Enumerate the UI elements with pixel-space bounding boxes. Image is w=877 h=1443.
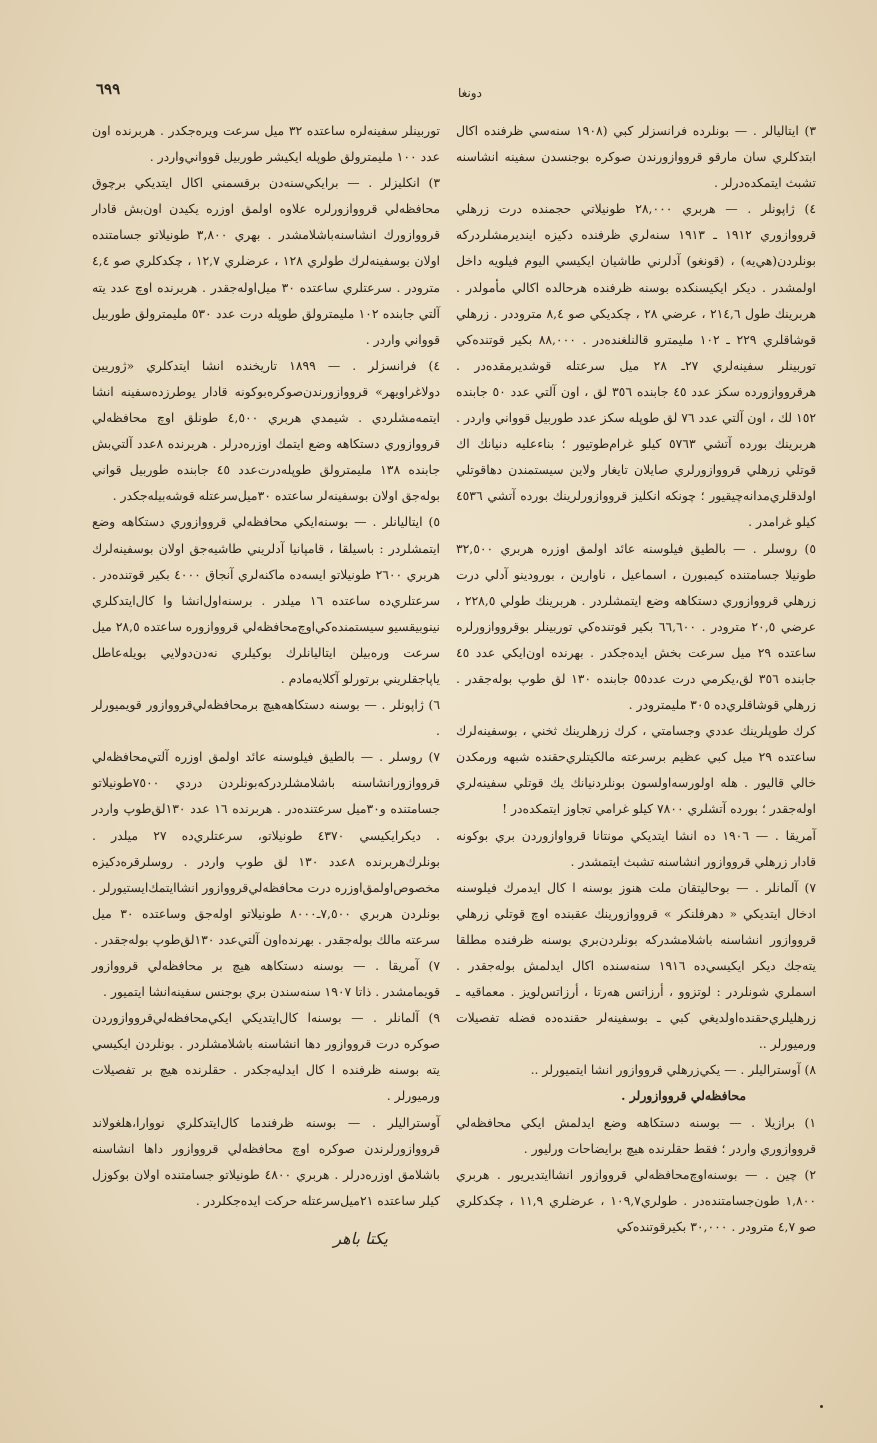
ink-dot [820,1405,823,1408]
running-title: دونغا [458,86,482,100]
paragraph-china-continued: توربينلر سفينه‌لره ساعتده ٣٢ ميل سرعت ويره‌جكدر . هربرنده اون عدد ١٠٠ مليمترولق طوپله ايكيشر طوربيل قوواني‌واردر . [92,123,440,165]
paragraph-austrians-protected: آوستراليلر . — بوسنه ظرفندما كال‌ايتدكلري نووارا،هلغولاند قرووازورلرندن صوكره اوچ محافظه‌لي قرووازور داها انشاسنه باشلامق اوزره‌درلر . هربري ٤٨٠٠ طونيلاتو جسامتنده اولان بوكوزل كيلر ساعتده ٢١ميل‌سرعتله حركت ايده‌جكلردر . [92,1114,441,1208]
right-column [456,118,816,1240]
paragraph-austrians-armored: ٨) آوستراليلر . — يكي‌زرهلي قرووازور انشا ايتميورلر .. [530,1062,816,1078]
paragraph-brazil-protected: ١) برازيلا . — بوسنه دستكاهه وضع ايدلمش ايكي محافظه‌لي قرووازوري واردر ؛ فقط حقلرنده هيچ برايضاحات ورليور . [456,1114,816,1156]
paragraph-china-protected: ٢) چين . — بوسنه‌اوچ‌محافظه‌لي قرووازور انشاايتديريور . هربري ١,٨٠٠ طون‌جسامتنده‌در . طولري١٠٩,٧ ، عرضلري ١١,٩ ، چكدكلري صو ٤,٧ مترودر . ٣٠,٠٠٠ بكيرقوتنده‌كي [456,1166,817,1234]
paragraph-america-armored: آمريقا . — ١٩٠٦ ده انشا ايتديكي مونتانا قرواوازوردن بري بوكونه قادار زرهلي قرووازور انشاسنه تشبث ايتمشدر . [456,827,816,869]
section-heading-protected-cruisers: محافظه‌لي قرووازورلر . [621,1088,746,1104]
paragraph-italians-armored: ٣) ايتاليالر . — بونلرده فرانسزلر كبي (١٩٠٨ سنه‌سي ظرفنده اكال ابتدكلري سان مارقو قرووازورندن صوكره بوجنسدن سفينه انشاسنه تشبث ايتمكده‌درلر . [456,123,816,191]
paragraph-french-protected: ٤) فرانسزلر . — ١٨٩٩ تاريخنده انشا ايتدكلري «ژوريين دولاغراويهر» قرووازورندن‌صوكره‌بوكونه قادار يوطرزده‌سفينه انشا ايتمه‌مشلردي . شيمدي هربري ٤,٥٠٠ طونلق اوچ محافظه‌لي قرووازوري دستكاهه وضع ايتمك اوزره‌درلر . هربرنده ٨عدد آلتي‌بش جابنده ١٣٨ مليمترولق طوپله‌درت‌عدد ٤٥ جابنده طوربيل قواني بوله‌جق اولان بوسفينه‌لر ساعتده ٣٠ميل‌سرعتله قوشه‌بيله‌جكدر . [92,357,441,504]
paragraph-japanese-protected: ٦) ژاپونلر . — بوسنه دستكاهه‌هيچ برمحافظه‌لي‌قرووازور قويميورلر . [92,697,440,739]
paragraph-germans-armored: ٧) آلمانلر . — بوحاليتقان ملت هنوز بوسنه ا كال ايدمرك فيلوسنه ادخال ايتديكي « دهرفلنكر » قرووازورينك عقبنده اوچ قوتلي زرهلي قرووازور انشاسنه باشلامشدركه بونلردن‌بري بوسنه ظرفنده مطلقا يته‌جك ديكر ايكيسي‌ده ١٩١٦ سنه‌سنده اكال ايدلمش بوله‌جقدر . اسملري شونلردر : لوتزوو ، أرزاتس هەرتا ، أرزاتس‌لويز . معماقيه ـ زرهليلري‌حقنده‌اولديغي كبي ـ بوسفينه‌لر حقنده‌ده فضله تفصيلات ورميورلر .. [456,879,816,1052]
page-number: ٦٩٩ [96,80,121,98]
paragraph-russians-protected: ٧) روسلر . — بالطيق فيلوسنه عائد اولمق اوزره آلتي‌محافظه‌لي قرووازورانشاسنه باشلامشلردركه‌بونلردن دردي ٧٥٠٠طونيلاتو جسامتنده و٣٠ميل سرعتنده‌در . هربرنده ١٦ عدد ١٣٠لق‌طوپ واردر . ديكرايكيسي ٤٣٧٠ طونيلاتو، سرعتلري‌ده ٢٧ ميلدر . بونلرك‌هربرنده ٨عدد ١٣٠ لق طوپ واردر . روسلرقره‌دكيزه مخصوص‌اولمق‌اوزره درت محافظه‌لي‌قرووازور انشاايتمك‌ايستيورلر . بونلردن هربري ٧,٥٠٠ـ٨٠٠٠ طونيلاتو اوله‌جق وساعتده ٣٠ ميل سرعته مالك بوله‌جقدر . بهرنده‌اون آلتي‌عدد ١٣٠لق‌طوپ بوله‌جقدر . [92,749,441,947]
paragraph-japanese-armored: ٤) ژاپونلر . — هربري ٢٨,٠٠٠ طونيلاتي حجمنده درت زرهلي قرووازوري ١٩١٢ ـ ١٩١٣ سنه‌لري ظرفنده دكيزه اينديرمشلردركه بونلردن(هي‌يه) ، (قونغو) آدلرني طاشيان ايكيسي اليوم فيلويه داخل اولمشدر . ديكر ايكيسنكده بوسنه ظرفنده هرحالده اكالي مأمولدر . هربرينك طول ٢١٤,٦ ، عرضي ٢٨ ، چكديكي صو ٨,٤ متروددر . زرهلي قوشاقلري ٢٢٩ ـ ١٠٢ مليمترو قالنلغنده‌در . ٨٨,٠٠٠ بكير قوتنده‌كي توربينلر سفينه‌لري ٢٧ـ ٢٨ ميل سرعتله قوشديرمقده‌در . هرقرووازورده سكز عدد ٤٥ جابنده ٣٥٦ لق ، اون آلتي عدد ٥٠ جابنده ١٥٢ لك ، اون آلتي عدد ٧٦ لق طوپله سكز عدد طوربيل قوواني واردر . هربرينك بورده آتشي ٥٧٦٣ كيلو غرام‌طوتيور ؛ بناءعليه دنيانك اك قوتلي زرهلي قرووازورلري صايلان تايغار ولاين سيستمندن دهاقوتلي اولدقلري‌مدانه‌چيقيور ؛ چونكه انكليز قرووازورلرينك بورده آتشي ٤٥٣٦ كيلو غرامدر . [456,201,817,530]
paragraph-america-protected: ٧) آمريقا . — بوسنه دستكاهه هيچ بر محافظه‌لي قرووازور قويمامشدر . ذاتا ١٩٠٧ سنه‌سندن بري بوجنس سفينه‌انشا ايتميور . [92,958,440,1000]
paragraph-russians-commentary: كرك طوپلرينك عددي وجسامتي ، كرك زرهلرينك ثخني ، بوسفينه‌لرك ساعتده ٢٩ ميل كبي عظيم برسرعته مالكيتلري‌حقنده شبهه ورمكدن خالي قاليور . هله اولورسه‌اولسون بونلردنيانك يك قوتلي سفينه‌لري اوله‌جقدر ؛ بورده آتشلري ٧٨٠٠ كيلو غرامي تجاوز ايتمكده‌در ! [456,723,816,817]
paragraph-russians-armored: ٥) روسلر . — بالطيق فيلوسنه عائد اولمق اوزره هربري ٣٢,٥٠٠ طونيلا جسامتنده كيمبورن ، اسماعيل ، ناوارين ، بورودينو آدلي درت زرهلي قرووازوري دستكاهه وضع ايتمشلردر . هربرينك طولي ٢٢٨,٥ ، عرضي ٢٠,٥ مترودر . ٦٦,٦٠٠ بكير قوتنده‌كي توربينلر بوقرووازورلره ساعتده ٢٩ ميل سرعت بخش ايده‌جكدر . بهرنده اون‌ايكي عدد ٤٥ جابنده ٣٥٦ لق،يكرمي درت عدد٥٥ جابنده ١٣٠ لق طوپ بوله‌جقدر . زرهلي قوشاقلري‌ده ٣٠٥ مليمترودر . [456,540,816,713]
paragraph-germans-protected: ٩) آلمانلر . — بوسنه‌ا كال‌ايتديكي ايكي‌محافظه‌لي‌قرووازوردن صوكره درت قرووازور دها انشاسنه باشلامشلردر . بونلردن ايكيسي يته بوسنه ظرفنده ا كال ايدليه‌جكدر . حقلرنده هيچ بر تفصيلات ورميورلر . [92,1010,440,1104]
left-column [92,118,440,1252]
paragraph-italians-protected: ٥) ايتاليانلر . — بوسنه‌ايكي محافظه‌لي قرووازوري دستكاهه وضع ايتمشلردر : باسيلقا ، قامپانيا آدلريني طاشيه‌جق اولان بوسفينه‌لرك هربري ٢٦٠٠ طونيلاتو ايسه‌ده ماكنه‌لري آنجاق ٤٠٠٠ بكير قوتنده‌در . سرعتلري‌ده ساعتده ١٦ ميلدر . برسنه‌اول‌انشا وا كال‌ايتدكلري نينو‌بيقسيو سيستمنده‌كي‌اوچ‌محافظه‌لي قرووازوره ساعتده ٢٨,٥ ميل سرعت وره‌بيلن ايتاليانلرك بوكيلري نه‌دن‌دولايي بويله‌عاطل يا‌پاجقلريني برتورلو آكلايه‌مادم . [92,514,441,686]
author-signature: يكتا باهر [333,1228,388,1248]
paragraph-english-protected: ٣) انكليزلر . — برايكي‌سنه‌دن برقسمني اكال ايتديكي برچوق محافظه‌لي قرووازورلره علاوه اولمق اوزره يكيدن اون‌بش قادار قرووازورك انشاسنه‌باشلامشدر . بهري ٣,٨٠٠ طونيلاتو جسامتنده اولان بوسفينه‌لرك طولري ١٢٨ ، عرضلري ١٢,٧ ، چكدكلري صو ٤,٤ مترودر . سرعتلري ساعتده ٣٠ ميل‌اوله‌جقدر . هربرنده اوچ عدد يته آلتي جابنده ١٠٢ مليمترولق طوپله درت عدد ٥٣٠ مليمترولق طوربيل قوواني واردر . [92,175,441,347]
